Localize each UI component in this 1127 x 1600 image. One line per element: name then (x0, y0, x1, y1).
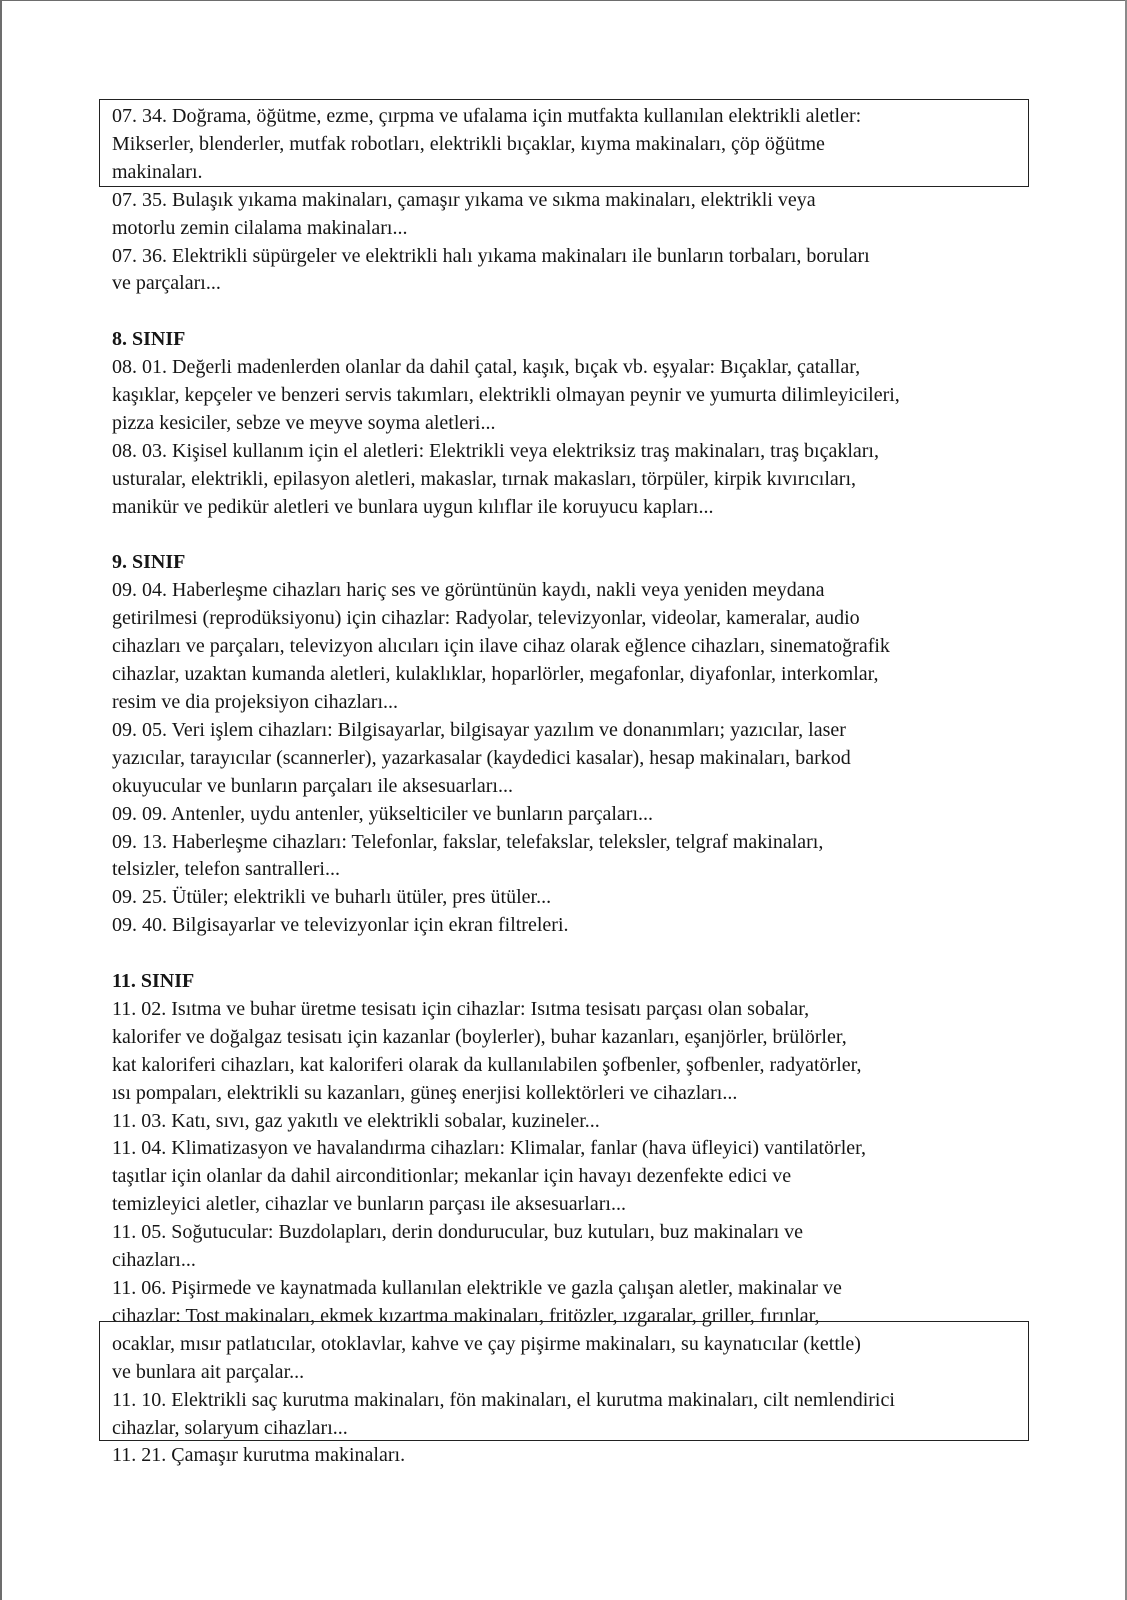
entry-line: telsizler, telefon santralleri... (112, 858, 340, 881)
entry-line: pizza kesiciler, sebze ve meyve soyma aletleri... (112, 411, 496, 434)
entry-line: 08. 01. Değerli madenlerden olanlar da dahil çatal, kaşık, bıçak vb. eşyalar: Bıçaklar, çatallar, (112, 356, 861, 379)
class-entry (112, 438, 1027, 522)
section-heading: 8. SINIF (112, 328, 186, 351)
entry-line: 07. 36. Elektrikli süpürgeler ve elektrikli halı yıkama makinaları ile bunların torbaları, boruları (112, 244, 870, 267)
class-entry (112, 884, 1027, 912)
class-entry (112, 243, 1027, 299)
entry-line: 11. 04. Klimatizasyon ve havalandırma cihazları: Klimalar, fanlar (hava üfleyici) vantilatörler, (112, 1137, 867, 1160)
class-entry (112, 801, 1027, 829)
entry-line: 09. 40. Bilgisayarlar ve televizyonlar için ekran filtreleri. (112, 914, 569, 937)
document-body (112, 103, 1027, 1470)
class-entry (112, 829, 1027, 885)
class-entry (112, 354, 1027, 438)
entry-line: 09. 09. Antenler, uydu antenler, yükselticiler ve bunların parçaları... (112, 802, 653, 825)
entry-line: 09. 25. Ütüler; elektrikli ve buharlı ütüler, pres ütüler... (112, 886, 552, 909)
entry-line: 09. 13. Haberleşme cihazları: Telefonlar, fakslar, telefakslar, teleksler, telgraf makinaları, (112, 830, 824, 853)
entry-line: 11. 06. Pişirmede ve kaynatmada kullanılan elektrikle ve gazla çalışan aletler, makinalar ve (112, 1277, 842, 1300)
entry-line: usturalar, elektrikli, epilasyon aletleri, makaslar, tırnak makasları, törpüler, kirpik kıvırıcıları, (112, 467, 857, 490)
entry-line: 11. 21. Çamaşır kurutma makinaları. (112, 1444, 406, 1467)
entry-line: okuyucular ve bunların parçaları ile aksesuarları... (112, 774, 513, 797)
section-spacer (112, 940, 1027, 968)
entry-line: ısı pompaları, elektrikli su kazanları, güneş enerjisi kollektörleri ve cihazları... (112, 1081, 738, 1104)
class-entry (112, 577, 1027, 717)
section-heading: 9. SINIF (112, 551, 186, 574)
section-spacer (112, 298, 1027, 326)
entry-line: 09. 05. Veri işlem cihazları: Bilgisayarlar, bilgisayar yazılım ve donanımları; yazıcılar, laser (112, 718, 846, 741)
entry-line: cihazlar: Tost makinaları, ekmek kızartma makinaları, fritözler, ızgaralar, griller, fırınlar, (112, 1304, 820, 1327)
entry-line: cihazlar, solaryum cihazları... (112, 1416, 348, 1439)
class-entry (112, 996, 1027, 1108)
entry-line: kaşıklar, kepçeler ve benzeri servis takımları, elektrikli olmayan peynir ve yumurta dilimleyicileri, (112, 384, 900, 407)
entry-line: cihazları... (112, 1249, 196, 1272)
entry-line: 11. 02. Isıtma ve buhar üretme tesisatı için cihazlar: Isıtma tesisatı parçası olan sobalar, (112, 997, 810, 1020)
entry-line: 11. 03. Katı, sıvı, gaz yakıtlı ve elektrikli sobalar, kuzineler... (112, 1109, 600, 1132)
class-entry (112, 103, 1027, 187)
entry-line: yazıcılar, tarayıcılar (scannerler), yazarkasalar (kaydedici kasalar), hesap makinaları, barkod (112, 746, 851, 769)
entry-line: makinaları. (112, 160, 203, 183)
entry-line: getirilmesi (reprodüksiyonu) için cihazlar: Radyolar, televizyonlar, videolar, kameralar, audio (112, 607, 860, 630)
entry-line: temizleyici aletler, cihazlar ve bunların parçası ile aksesuarları... (112, 1193, 626, 1216)
entry-line: kalorifer ve doğalgaz tesisatı için kazanlar (boylerler), buhar kazanları, eşanjörler, brülörler, (112, 1025, 847, 1048)
entry-line: kat kaloriferi cihazları, kat kaloriferi olarak da kullanılabilen şofbenler, şofbenler, radyatörler, (112, 1053, 862, 1076)
entry-line: manikür ve pedikür aletleri ve bunlara uygun kılıflar ile koruyucu kapları... (112, 495, 714, 518)
entry-line: resim ve dia projeksiyon cihazları... (112, 691, 399, 713)
class-entry (112, 912, 1027, 940)
class-entry (112, 1387, 1027, 1443)
class-entry (112, 1108, 1027, 1136)
section-heading: 11. SINIF (112, 970, 195, 993)
entry-line: ocaklar, mısır patlatıcılar, otoklavlar, kahve ve çay pişirme makinaları, su kaynatıcılar (kettle) (112, 1332, 861, 1355)
entry-line: 08. 03. Kişisel kullanım için el aletleri: Elektrikli veya elektriksiz traş makinaları, traş bıçakları, (112, 439, 879, 462)
entry-line: taşıtlar için olanlar da dahil airconditionlar; mekanlar için havayı dezenfekte edici ve (112, 1165, 792, 1188)
entry-line: 09. 04. Haberleşme cihazları hariç ses ve görüntünün kaydı, nakli veya yeniden meydana (112, 579, 825, 602)
class-entry (112, 1135, 1027, 1219)
entry-line: cihazları ve parçaları, televizyon alıcıları için ilave cihaz olarak eğlence cihazları, sinematoğrafik (112, 635, 890, 658)
entry-line: 11. 05. Soğutucular: Buzdolapları, derin dondurucular, buz kutuları, buz makinaları ve (112, 1221, 804, 1244)
entry-line: Mikserler, blenderler, mutfak robotları, elektrikli bıçaklar, kıyma makinaları, çöp öğütme (112, 132, 825, 155)
entry-line: cihazlar, uzaktan kumanda aletleri, kulaklıklar, hoparlörler, megafonlar, diyafonlar, interkomlar, (112, 663, 879, 686)
entry-line: ve bunlara ait parçalar... (112, 1360, 305, 1383)
class-entry (112, 1219, 1027, 1275)
class-entry (112, 717, 1027, 801)
page-border-left (0, 0, 2, 1600)
entry-line: 07. 35. Bulaşık yıkama makinaları, çamaşır yıkama ve sıkma makinaları, elektrikli veya (112, 188, 816, 211)
entry-line: ve parçaları... (112, 272, 221, 295)
class-entry (112, 1275, 1027, 1387)
class-entry (112, 1442, 1027, 1470)
entry-line: motorlu zemin cilalama makinaları... (112, 216, 408, 239)
entry-line: 11. 10. Elektrikli saç kurutma makinaları, fön makinaları, el kurutma makinaları, cilt nemlendirici (112, 1388, 895, 1411)
entry-line: 07. 34. Doğrama, öğütme, ezme, çırpma ve ufalama için mutfakta kullanılan elektrikli aletler: (112, 105, 862, 127)
page-border-top (0, 0, 1127, 1)
section-spacer (112, 522, 1027, 550)
class-entry (112, 187, 1027, 243)
